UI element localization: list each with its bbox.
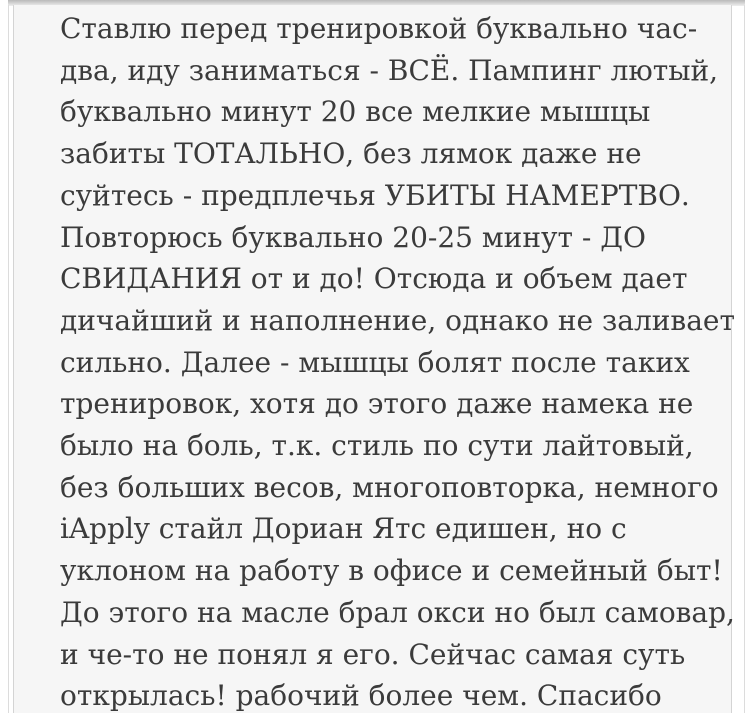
post-text-line: Ставлю перед тренировкой буквально час- bbox=[60, 12, 698, 45]
post-content-card bbox=[13, 5, 735, 713]
post-text-line: забиты ТОТАЛЬНО, без лямок даже не bbox=[60, 137, 642, 171]
post-text-line: Повторюсь буквально 20-25 минут - ДО bbox=[60, 220, 646, 254]
post-text-line: было на боль, т.к. стиль по сути лайтовый, bbox=[60, 429, 694, 463]
post-text-line: iApply стайл Дориан Ятс едишен, но с bbox=[60, 512, 627, 546]
post-text-line: дичайший и наполнение, однако не заливает bbox=[60, 303, 735, 337]
post-text-line: два, иду заниматься - ВСЁ. Пампинг лютый, bbox=[60, 53, 719, 87]
post-text-line: открылась! рабочий более чем. Спасибо bbox=[60, 679, 662, 713]
post-text-line: без больших весов, многоповторка, немного bbox=[60, 470, 719, 504]
post-text bbox=[14, 5, 735, 713]
post-text-line: буквально минут 20 все мелкие мышцы bbox=[60, 95, 651, 129]
post-text-line: тренировок, хотя до этого даже намека не bbox=[60, 387, 694, 421]
post-text-line: и че-то не понял я его. Сейчас самая суть bbox=[60, 637, 686, 671]
post-text-line: СВИДАНИЯ от и до! Отсюда и объем дает bbox=[60, 262, 688, 296]
post-text-line: суйтесь - предплечья УБИТЫ НАМЕРТВО. bbox=[60, 178, 690, 212]
page-frame-line-left bbox=[8, 5, 9, 713]
page-frame-line-right bbox=[744, 5, 745, 713]
post-text-line: уклоном на работу в офисе и семейный быт! bbox=[60, 554, 723, 588]
post-text-line: До этого на масле брал окси но был самовар, bbox=[60, 595, 735, 629]
post-text-line: сильно. Далее - мышцы болят после таких bbox=[60, 345, 690, 379]
